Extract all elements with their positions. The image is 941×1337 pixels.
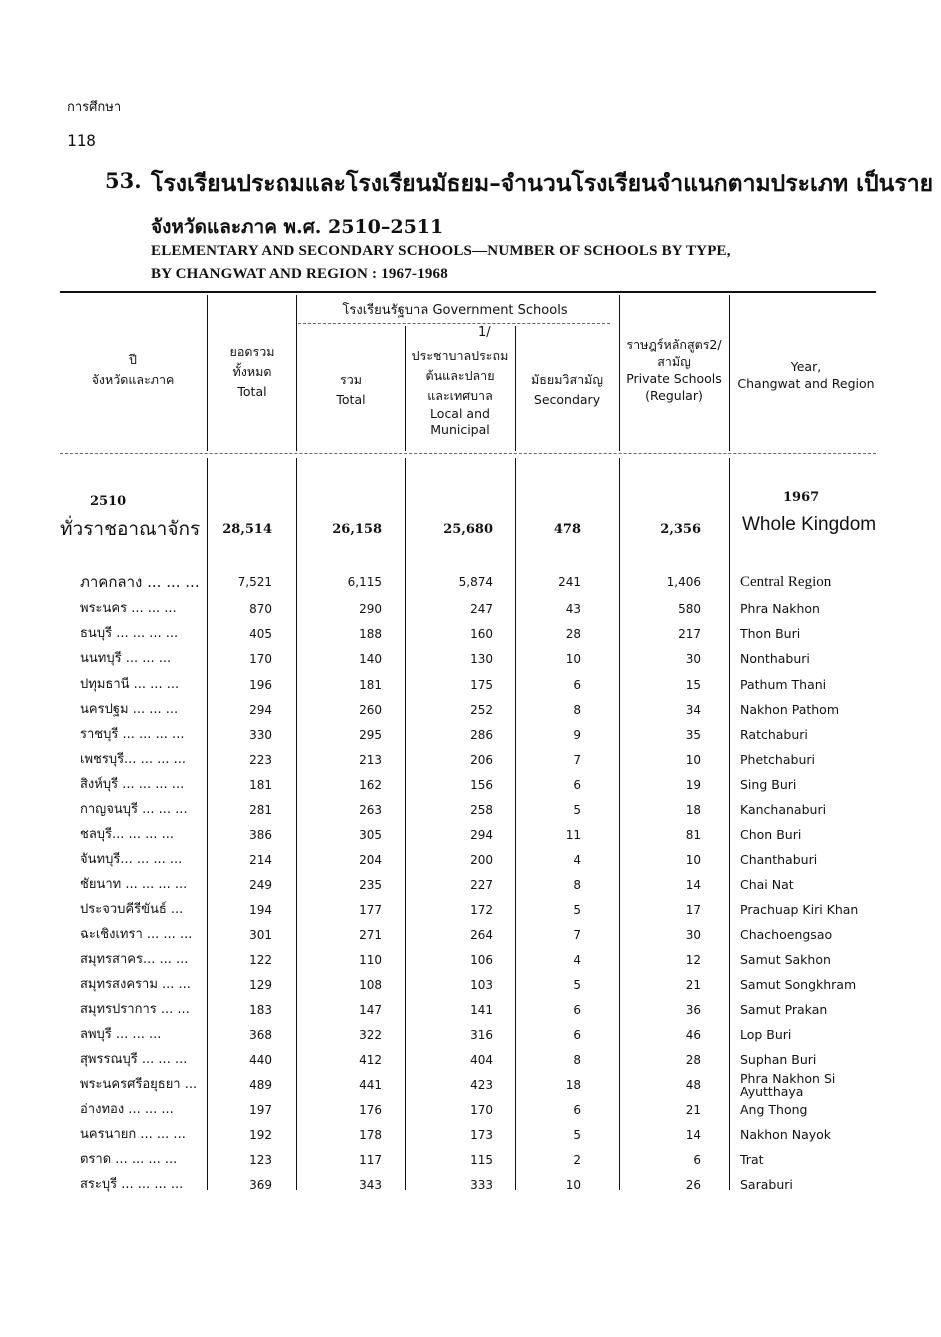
row-grand-total: 405 <box>249 627 272 641</box>
row-grand-total: 440 <box>249 1053 272 1067</box>
row-secondary: 2 <box>573 1153 581 1167</box>
col-region-header: Year, Changwat and Region <box>737 359 875 391</box>
row-changwat-thai: ชลบุรี... ... ... ... <box>80 827 175 842</box>
row-private: 34 <box>685 703 701 717</box>
row-secondary: 5 <box>573 803 581 817</box>
row-private: 1,406 <box>666 575 701 589</box>
column-divider <box>296 295 297 451</box>
row-secondary: 241 <box>558 575 581 589</box>
row-grand-total: 196 <box>249 678 272 692</box>
row-grand-total: 386 <box>249 828 272 842</box>
table-row <box>0 700 941 724</box>
row-gov-total: 140 <box>359 652 382 666</box>
row-gov-total: 213 <box>359 753 382 767</box>
row-gov-total: 6,115 <box>347 575 382 589</box>
col-secondary-header: มัธยมวิสามัญ Secondary <box>531 372 603 407</box>
row-local-municipal: 173 <box>470 1128 493 1142</box>
row-changwat-english: Chachoengsao <box>740 927 833 942</box>
row-grand-total: 249 <box>249 878 272 892</box>
table-row <box>0 1100 941 1124</box>
table-row <box>0 750 941 774</box>
row-local-municipal: 264 <box>470 928 493 942</box>
col-local-header: ประชาบาลประถม ต้นและปลาย และเทศบาล Local and Municipal <box>411 348 509 437</box>
table-row <box>0 599 941 623</box>
row-local-municipal: 316 <box>470 1028 493 1042</box>
row-secondary: 5 <box>573 903 581 917</box>
row-changwat-thai: ชัยนาท ... ... ... ... <box>80 877 188 892</box>
row-changwat-thai: ประจวบคีรีขันธ์ ... <box>80 902 184 917</box>
row-secondary: 9 <box>573 728 581 742</box>
table-row <box>0 624 941 648</box>
whole-kingdom-english: Whole Kingdom <box>742 514 877 535</box>
gov-schools-header: โรงเรียนรัฐบาล Government Schools <box>342 303 568 318</box>
header-bottom-rule <box>60 453 876 454</box>
row-changwat-thai: สมุทรสาคร... ... ... <box>80 952 189 967</box>
row-changwat-english: Lop Buri <box>740 1027 792 1042</box>
row-grand-total: 192 <box>249 1128 272 1142</box>
row-gov-total: 117 <box>359 1153 382 1167</box>
title-english-line1: ELEMENTARY AND SECONDARY SCHOOLS—NUMBER OF SCHOOLS BY TYPE, <box>151 243 731 259</box>
row-changwat-thai: พระนคร ... ... ... <box>80 601 177 616</box>
row-changwat-thai: สมุทรปราการ ... ... <box>80 1002 190 1017</box>
row-changwat-thai: ฉะเชิงเทรา ... ... ... <box>80 927 193 942</box>
year-thai: 2510 <box>90 494 127 509</box>
row-changwat-english: Central Region <box>740 574 832 590</box>
row-secondary: 6 <box>573 778 581 792</box>
row-grand-total: 870 <box>249 602 272 616</box>
row-gov-total: 263 <box>359 803 382 817</box>
row-grand-total: 489 <box>249 1078 272 1092</box>
row-secondary: 5 <box>573 1128 581 1142</box>
row-secondary: 8 <box>573 1053 581 1067</box>
row-gov-total: 176 <box>359 1103 382 1117</box>
table-row <box>0 1175 941 1199</box>
row-gov-total: 290 <box>359 602 382 616</box>
row-changwat-english: Phetchaburi <box>740 752 815 767</box>
row-grand-total: 7,521 <box>237 575 272 589</box>
row-secondary: 18 <box>565 1078 581 1092</box>
row-grand-total: 294 <box>249 703 272 717</box>
row-local-municipal: 130 <box>470 652 493 666</box>
row-private: 580 <box>678 602 701 616</box>
row-local-municipal: 141 <box>470 1003 493 1017</box>
row-local-municipal: 156 <box>470 778 493 792</box>
row-local-municipal: 103 <box>470 978 493 992</box>
row-private: 19 <box>685 778 701 792</box>
row-local-municipal: 170 <box>470 1103 493 1117</box>
whole-kingdom-gov-total: 26,158 <box>332 522 382 537</box>
table-top-rule <box>60 291 876 293</box>
whole-kingdom-secondary: 478 <box>553 522 581 537</box>
row-local-municipal: 286 <box>470 728 493 742</box>
title-thai-line2: จังหวัดและภาค พ.ศ. 2510–2511 <box>151 216 444 238</box>
row-local-municipal: 247 <box>470 602 493 616</box>
row-changwat-thai: นครปฐม ... ... ... <box>80 702 179 717</box>
table-row <box>0 1125 941 1149</box>
row-changwat-english: Chai Nat <box>740 877 794 892</box>
table-row <box>0 925 941 949</box>
table-row <box>0 725 941 749</box>
row-private: 217 <box>678 627 701 641</box>
row-gov-total: 108 <box>359 978 382 992</box>
row-changwat-thai: นครนายก ... ... ... <box>80 1127 186 1142</box>
row-local-municipal: 106 <box>470 953 493 967</box>
gov-footnote-marker: 1/ <box>478 325 491 340</box>
table-row <box>0 649 941 673</box>
row-gov-total: 188 <box>359 627 382 641</box>
row-changwat-english: Chanthaburi <box>740 852 818 867</box>
row-changwat-english: Samut Sakhon <box>740 952 831 967</box>
row-changwat-english: Nonthaburi <box>740 651 810 666</box>
row-private: 30 <box>685 652 701 666</box>
row-secondary: 43 <box>565 602 581 616</box>
row-gov-total: 235 <box>359 878 382 892</box>
row-private: 48 <box>685 1078 701 1092</box>
row-grand-total: 214 <box>249 853 272 867</box>
row-private: 21 <box>685 978 701 992</box>
section-label: การศึกษา <box>67 100 122 115</box>
row-changwat-english: Nakhon Pathom <box>740 702 839 717</box>
row-changwat-english: Prachuap Kiri Khan <box>740 902 859 917</box>
row-secondary: 10 <box>565 1178 581 1192</box>
row-secondary: 4 <box>573 853 581 867</box>
table-row <box>0 900 941 924</box>
row-private: 35 <box>685 728 701 742</box>
row-changwat-thai: ภาคกลาง ... ... ... <box>80 573 200 591</box>
table-number: 53. <box>105 168 142 193</box>
row-gov-total: 147 <box>359 1003 382 1017</box>
row-changwat-thai: ลพบุรี ... ... ... <box>80 1027 162 1042</box>
row-changwat-english: Ang Thong <box>740 1102 808 1117</box>
row-private: 81 <box>685 828 701 842</box>
table-row <box>0 850 941 874</box>
row-changwat-english: Phra Nakhon <box>740 601 820 616</box>
region-row <box>0 572 941 596</box>
row-secondary: 6 <box>573 1028 581 1042</box>
row-local-municipal: 160 <box>470 627 493 641</box>
row-secondary: 6 <box>573 678 581 692</box>
table-row <box>0 1025 941 1049</box>
row-changwat-english: Chon Buri <box>740 827 802 842</box>
row-local-municipal: 172 <box>470 903 493 917</box>
row-grand-total: 183 <box>249 1003 272 1017</box>
table-row <box>0 825 941 849</box>
row-gov-total: 181 <box>359 678 382 692</box>
row-private: 26 <box>685 1178 701 1192</box>
row-changwat-thai: สมุทรสงคราม ... ... <box>80 977 191 992</box>
whole-kingdom-private: 2,356 <box>660 522 701 537</box>
row-private: 28 <box>685 1053 701 1067</box>
row-changwat-thai: พระนครศรีอยุธยา ... <box>80 1077 198 1092</box>
row-local-municipal: 423 <box>470 1078 493 1092</box>
row-private: 12 <box>685 953 701 967</box>
row-gov-total: 110 <box>359 953 382 967</box>
table-row <box>0 775 941 799</box>
row-private: 10 <box>685 853 701 867</box>
row-gov-total: 271 <box>359 928 382 942</box>
row-local-municipal: 258 <box>470 803 493 817</box>
row-private: 14 <box>685 878 701 892</box>
col-grand-total-header: ยอดรวม ทั้งหมด Total <box>229 344 275 399</box>
column-divider <box>207 295 208 451</box>
row-changwat-thai: ธนบุรี ... ... ... ... <box>80 626 179 641</box>
row-changwat-thai: อ่างทอง ... ... ... <box>80 1102 174 1117</box>
row-changwat-english: Saraburi <box>740 1177 793 1192</box>
whole-kingdom-thai: ทั่วราชอาณาจักร <box>60 518 201 540</box>
table-row <box>0 800 941 824</box>
row-gov-total: 177 <box>359 903 382 917</box>
row-gov-total: 441 <box>359 1078 382 1092</box>
row-private: 10 <box>685 753 701 767</box>
row-grand-total: 123 <box>249 1153 272 1167</box>
row-grand-total: 122 <box>249 953 272 967</box>
row-local-municipal: 294 <box>470 828 493 842</box>
row-private: 46 <box>685 1028 701 1042</box>
col-year-header: ปี จังหวัดและภาค <box>91 352 175 387</box>
row-changwat-thai: สิงห์บุรี ... ... ... ... <box>80 777 185 792</box>
row-grand-total: 281 <box>249 803 272 817</box>
row-secondary: 8 <box>573 878 581 892</box>
row-private: 18 <box>685 803 701 817</box>
whole-kingdom-local: 25,680 <box>443 522 493 537</box>
col-gov-total-header: รวม Total <box>336 372 366 407</box>
row-changwat-english: Pathum Thani <box>740 677 827 692</box>
row-gov-total: 295 <box>359 728 382 742</box>
row-changwat-english: Trat <box>740 1152 764 1167</box>
row-changwat-thai: เพชรบุรี... ... ... ... <box>80 752 187 767</box>
table-row <box>0 975 941 999</box>
row-changwat-thai: สุพรรณบุรี ... ... ... <box>80 1052 188 1067</box>
row-local-municipal: 404 <box>470 1053 493 1067</box>
row-local-municipal: 175 <box>470 678 493 692</box>
row-secondary: 5 <box>573 978 581 992</box>
year-english: 1967 <box>783 490 820 505</box>
row-changwat-english: Nakhon Nayok <box>740 1127 832 1142</box>
row-changwat-thai: จันทบุรี... ... ... ... <box>80 852 183 867</box>
row-gov-total: 204 <box>359 853 382 867</box>
row-gov-total: 305 <box>359 828 382 842</box>
row-local-municipal: 206 <box>470 753 493 767</box>
row-changwat-thai: ตราด ... ... ... ... <box>80 1152 178 1167</box>
row-secondary: 28 <box>565 627 581 641</box>
row-changwat-english: Samut Prakan <box>740 1002 828 1017</box>
row-changwat-thai: สระบุรี ... ... ... ... <box>80 1177 184 1192</box>
row-gov-total: 322 <box>359 1028 382 1042</box>
row-gov-total: 412 <box>359 1053 382 1067</box>
row-gov-total: 162 <box>359 778 382 792</box>
row-changwat-english: Phra Nakhon Si Ayutthaya <box>740 1071 836 1099</box>
row-grand-total: 194 <box>249 903 272 917</box>
row-private: 30 <box>685 928 701 942</box>
column-divider <box>729 295 730 451</box>
row-private: 21 <box>685 1103 701 1117</box>
row-changwat-english: Sing Buri <box>740 777 797 792</box>
row-grand-total: 170 <box>249 652 272 666</box>
table-row <box>0 1071 941 1099</box>
row-changwat-english: Ratchaburi <box>740 727 808 742</box>
row-grand-total: 301 <box>249 928 272 942</box>
row-gov-total: 260 <box>359 703 382 717</box>
row-changwat-english: Suphan Buri <box>740 1052 817 1067</box>
title-thai-line1: โรงเรียนประถมและโรงเรียนมัธยม–จำนวนโรงเรียนจำแนกตามประเภท เป็นราย <box>151 170 934 197</box>
row-grand-total: 223 <box>249 753 272 767</box>
row-gov-total: 343 <box>359 1178 382 1192</box>
table-row <box>0 875 941 899</box>
row-secondary: 8 <box>573 703 581 717</box>
page-number: 118 <box>67 131 96 150</box>
row-changwat-thai: กาญจนบุรี ... ... ... <box>80 802 188 817</box>
row-private: 6 <box>693 1153 701 1167</box>
row-local-municipal: 227 <box>470 878 493 892</box>
row-local-municipal: 252 <box>470 703 493 717</box>
col-private-header: ราษฎร์หลักสูตร2/ สามัญ Private Schools (Regular) <box>626 337 722 403</box>
row-secondary: 7 <box>573 928 581 942</box>
row-grand-total: 330 <box>249 728 272 742</box>
row-gov-total: 178 <box>359 1128 382 1142</box>
row-changwat-thai: ปทุมธานี ... ... ... <box>80 677 180 692</box>
row-grand-total: 368 <box>249 1028 272 1042</box>
row-grand-total: 197 <box>249 1103 272 1117</box>
row-grand-total: 369 <box>249 1178 272 1192</box>
row-secondary: 11 <box>565 828 581 842</box>
gov-group-rule <box>298 323 610 324</box>
row-changwat-thai: นนทบุรี ... ... ... <box>80 651 172 666</box>
row-grand-total: 129 <box>249 978 272 992</box>
whole-kingdom-total: 28,514 <box>222 522 272 537</box>
table-row <box>0 950 941 974</box>
row-changwat-thai: ราชบุรี ... ... ... ... <box>80 727 185 742</box>
table-row <box>0 1000 941 1024</box>
row-changwat-english: Samut Songkhram <box>740 977 857 992</box>
row-grand-total: 181 <box>249 778 272 792</box>
row-private: 17 <box>685 903 701 917</box>
row-local-municipal: 200 <box>470 853 493 867</box>
row-changwat-english: Thon Buri <box>740 626 801 641</box>
row-local-municipal: 5,874 <box>458 575 493 589</box>
row-private: 14 <box>685 1128 701 1142</box>
row-local-municipal: 115 <box>470 1153 493 1167</box>
row-private: 36 <box>685 1003 701 1017</box>
row-changwat-english: Kanchanaburi <box>740 802 827 817</box>
table-row <box>0 1150 941 1174</box>
row-local-municipal: 333 <box>470 1178 493 1192</box>
row-secondary: 4 <box>573 953 581 967</box>
row-secondary: 6 <box>573 1103 581 1117</box>
title-english-line2: BY CHANGWAT AND REGION : 1967-1968 <box>151 266 448 282</box>
row-secondary: 7 <box>573 753 581 767</box>
row-private: 15 <box>685 678 701 692</box>
row-secondary: 6 <box>573 1003 581 1017</box>
row-secondary: 10 <box>565 652 581 666</box>
table-row <box>0 675 941 699</box>
